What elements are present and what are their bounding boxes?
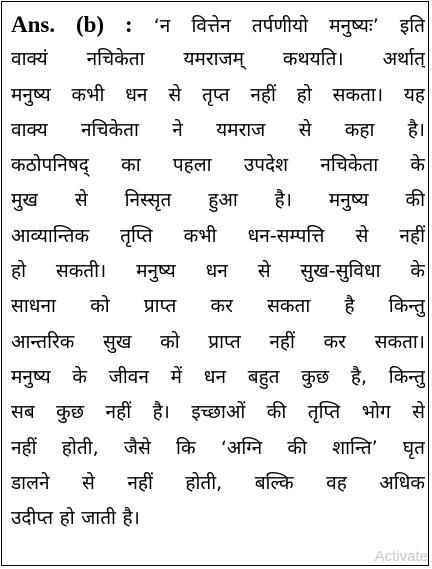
answer-line: डालने से नहीं होती, बल्कि वह अधिक	[11, 471, 425, 494]
answer-line: मुख से निस्सृत हुआ है। मनुष्य की	[11, 189, 425, 212]
answer-line: आव्यान्तिक तृप्ति कभी धन-सम्पत्ति से नहीं	[11, 224, 425, 247]
answer-line: वाक्यं नचिकेता यमराजम् कथयति। अर्थात्	[11, 48, 425, 71]
answer-line: मनुष्य के जीवन में धन बहुत कुछ है, किन्तु	[11, 365, 425, 388]
answer-line: कठोपनिषद् का पहला उपदेश नचिकेता के	[11, 154, 425, 177]
answer-line: मनुष्य कभी धन से तृप्त नहीं हो सकता। यह	[11, 83, 425, 106]
answer-line: हो सकती। मनुष्य धन से सुख-सुविधा के	[11, 260, 425, 283]
answer-line: वाक्य नचिकेता ने यमराज से कहा है।	[11, 118, 425, 141]
activation-watermark: Activate	[374, 548, 428, 565]
answer-line: आन्तरिक सुख को प्राप्त नहीं कर सकता।	[11, 330, 425, 353]
answer-label: Ans. (b) :	[11, 12, 133, 37]
answer-line: Ans. (b) : ‘न वित्तेन तर्पणीयो मनुष्यः’ इति	[11, 12, 425, 37]
answer-line: साधना को प्राप्त कर सकता है किन्तु	[11, 295, 425, 318]
answer-line: नहीं होती, जैसे कि ‘अग्नि की शान्ति’ घृत	[11, 436, 425, 459]
answer-box	[1, 1, 429, 566]
answer-line: सब कुछ नहीं है। इच्छाओं की तृप्ति भोग से	[11, 401, 425, 424]
answer-text	[11, 7, 425, 536]
answer-line: उदीप्त हो जाती है।	[11, 507, 140, 530]
